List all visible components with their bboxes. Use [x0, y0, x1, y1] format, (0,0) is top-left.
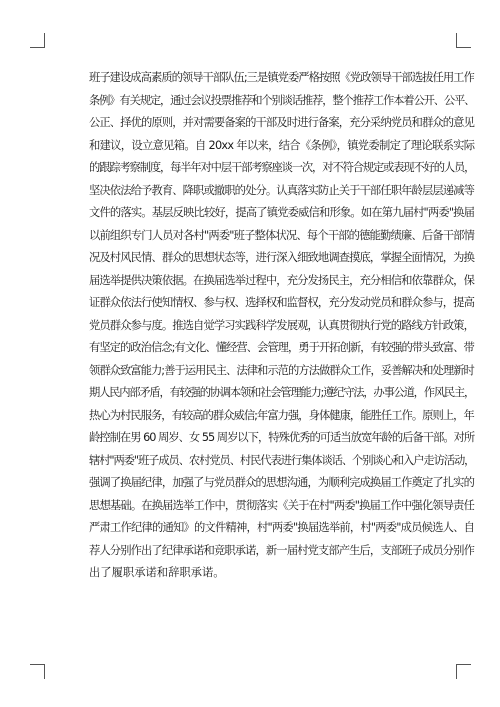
- text-line: 热心为村民服务，有较高的群众威信;年富力强，身体健康，能胜任工作。原则上，年: [89, 408, 474, 422]
- text-line: 届选举提供决策依据。在换届选举过程中，充分发扬民主，充分相信和依靠群众，保: [89, 273, 474, 287]
- text-line: 文件的落实。基层反映比较好，提高了镇党委威信和形象。如在第九届村"两委"换届: [89, 206, 475, 219]
- text-line: 党员群众参与度。推选自觉学习实践科学发展观，认真贯彻执行党的路线方针政策，: [89, 318, 474, 332]
- text-line: 龄控制在男 60 周岁、女 55 周岁以下，特殊优秀的可适当放宽年龄的后备干部。对所: [89, 431, 475, 444]
- text-line: 以前组织专门人员对各村"两委"班子整体状况、每个干部的德能勤绩廉、后备干部情: [89, 228, 475, 242]
- text-line: 有坚定的政治信念;有文化、懂经营、会管理，勇于开拓创新，有较强的带头致富、带: [89, 341, 474, 354]
- text-line: 荐人分别作出了纪律承诺和竞职承诺，新一届村党支部产生后，支部班子成员分别作: [89, 543, 474, 557]
- text-line: 出了履职承诺和辞职承诺。: [89, 566, 225, 579]
- text-line: 况及村风民情、群众的思想状态等，进行深入细致地调查摸底，掌握全面情况，为换: [89, 251, 474, 264]
- crop-mark-top-right: [456, 33, 471, 48]
- text-line: 班子建设成高素质的领导干部队伍;三是镇党委严格按照《党政领导干部选拔任用工作: [89, 71, 474, 84]
- crop-mark-top-left: [30, 33, 45, 48]
- text-line: 严肃工作纪律的通知》的文件精神，村"两委"换届选举前，村"两委"成员候选人、自: [89, 521, 475, 534]
- text-line: 证群众依法行使知情权、参与权、选择权和监督权，充分发动党员和群众参与，提高: [89, 296, 474, 309]
- text-line: 和建议，设立意见箱。自 20xx 年以来，结合《条例》，镇党委制定了理论联系实际: [89, 138, 475, 152]
- text-line: 的跟踪考察制度，每半年对中层干部考察座谈一次，对不符合规定或表现不好的人员，: [89, 161, 475, 174]
- document-body: [89, 67, 474, 585]
- text-line: 坚决依法给予教育、降职或撤职的处分。认真落实防止关于干部任职年龄层层递减等: [89, 183, 474, 197]
- text-line: 期人民内部矛盾，有较强的协调本领和社会管理能力;遵纪守法，办事公道，作风民主，: [89, 386, 475, 399]
- text-line: 思想基础。在换届选举工作中，贯彻落实《关于在村"两委"换届工作中强化领导责任: [89, 498, 475, 512]
- text-line: 条例》有关规定，通过会议投票推荐和个别谈话推荐，整个推荐工作本着公开、公平、: [89, 93, 475, 107]
- crop-mark-bottom-left: [30, 664, 45, 679]
- crop-mark-bottom-right: [456, 664, 471, 679]
- text-line: 领群众致富能力;善于运用民主、法律和示范的方法做群众工作，妥善解决和处理新时: [89, 363, 474, 377]
- text-line: 公正、择优的原则，并对需要备案的干部及时进行备案，充分采纳党员和群众的意见: [89, 116, 474, 129]
- text-line: 辖村"两委"班子成员、农村党员、村民代表进行集体谈话、个别谈心和入户走访活动，: [89, 453, 475, 467]
- text-line: 强调了换届纪律，加强了与党员群众的思想沟通，为顺利完成换届工作奠定了扎实的: [89, 476, 474, 489]
